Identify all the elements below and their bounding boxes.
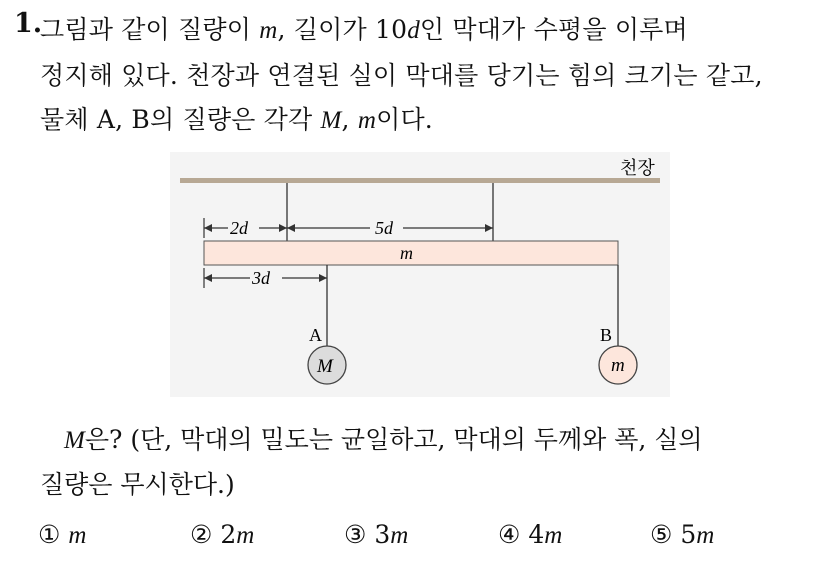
answer-choices [38,520,798,552]
label-A: A [309,325,322,345]
question-line-1 [40,10,688,46]
prompt-line-1 [64,420,703,456]
text: , [341,105,358,134]
var-m: m [259,17,278,44]
label-B: B [600,325,613,345]
question-line-3 [40,100,433,136]
choice-3[interactable]: ③ 3m [344,520,409,549]
var-d: d [407,17,420,44]
dim-5d-label: 5d [375,218,393,238]
mass-A-label: M [317,356,333,377]
text: 인 막대가 수평을 이루며 [419,15,688,44]
lever-figure [170,152,670,401]
lever-diagram [170,152,670,397]
bar-mass-label: m [400,243,413,263]
choice-1[interactable]: ① m [38,520,87,549]
dim-3d-label: 3d [252,268,270,288]
mass-B-label: m [611,355,625,376]
choice-4[interactable]: ④ 4m [498,520,563,549]
choice-2[interactable]: ② 2m [190,520,255,549]
var-M: M [64,427,85,454]
text: 이다. [376,105,433,134]
var-M: M [320,107,342,134]
var-m: m [357,107,377,134]
text: 은? (단, 막대의 밀도는 균일하고, 막대의 두께와 폭, 실의 [84,425,703,454]
question-number: 1. [14,8,43,39]
figure-background [170,152,670,397]
choice-5[interactable]: ⑤ 5m [650,520,715,549]
text: , 길이가 10 [277,15,408,44]
text: 그림과 같이 질량이 [40,15,260,44]
ceiling-label: 천장 [620,158,655,178]
dim-2d-label: 2d [230,218,248,238]
prompt-line-2: 질량은 무시한다.) [40,470,235,499]
text: 물체 A, B의 질량은 각각 [40,105,321,134]
question-line-2: 정지해 있다. 천장과 연결된 실이 막대를 당기는 힘의 크기는 같고, [40,61,763,90]
ceiling [180,178,660,183]
